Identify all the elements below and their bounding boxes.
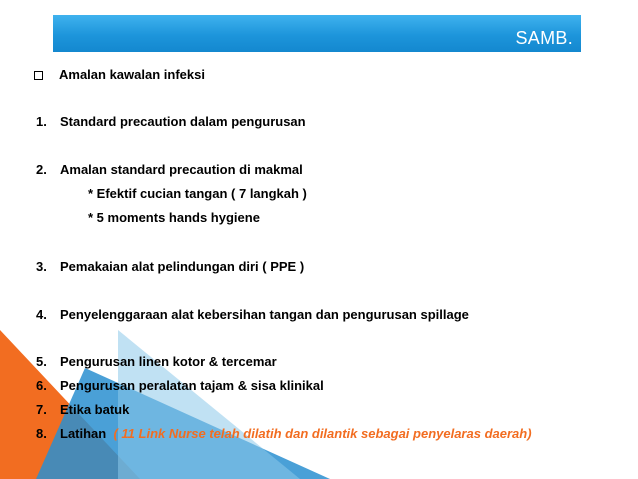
- item-text: Pengurusan linen kotor & tercemar: [60, 354, 277, 369]
- item-number: 3.: [36, 259, 47, 274]
- item-number: 8.: [36, 426, 47, 441]
- list-item: [36, 307, 469, 322]
- list-item: [36, 402, 129, 417]
- sub-item: * Efektif cucian tangan ( 7 langkah ): [88, 186, 307, 201]
- sub-item: * 5 moments hands hygiene: [88, 210, 260, 225]
- list-item: [36, 354, 277, 369]
- item-text: Amalan standard precaution di makmal: [60, 162, 303, 177]
- item-text: Etika batuk: [60, 402, 130, 417]
- item-number: 7.: [36, 402, 47, 417]
- item-text: Penyelenggaraan alat kebersihan tangan dan pengurusan spillage: [60, 307, 469, 322]
- item-number: 6.: [36, 378, 47, 393]
- item-text: Standard precaution dalam pengurusan: [60, 114, 306, 129]
- list-item: [36, 259, 304, 274]
- item-text: Pemakaian alat pelindungan diri ( PPE ): [60, 259, 305, 274]
- header-bar: [53, 15, 581, 52]
- slide-title: SAMB.: [515, 28, 573, 48]
- item-number: 5.: [36, 354, 47, 369]
- heading-text: Amalan kawalan infeksi: [59, 67, 205, 82]
- item-number: 4.: [36, 307, 47, 322]
- list-item: [36, 162, 303, 177]
- item-number: 2.: [36, 162, 47, 177]
- item-number: 1.: [36, 114, 47, 129]
- item-text: Pengurusan peralatan tajam & sisa klinikal: [60, 378, 324, 393]
- list-item: [36, 426, 532, 441]
- list-item: [36, 378, 324, 393]
- list-item: [36, 114, 306, 129]
- checkbox-bullet-icon: [34, 71, 43, 80]
- training-note: ( 11 Link Nurse telah dilatih dan dilantik sebagai penyelaras daerah): [113, 426, 532, 441]
- heading-line: [34, 67, 205, 82]
- item-text: Latihan: [60, 426, 107, 441]
